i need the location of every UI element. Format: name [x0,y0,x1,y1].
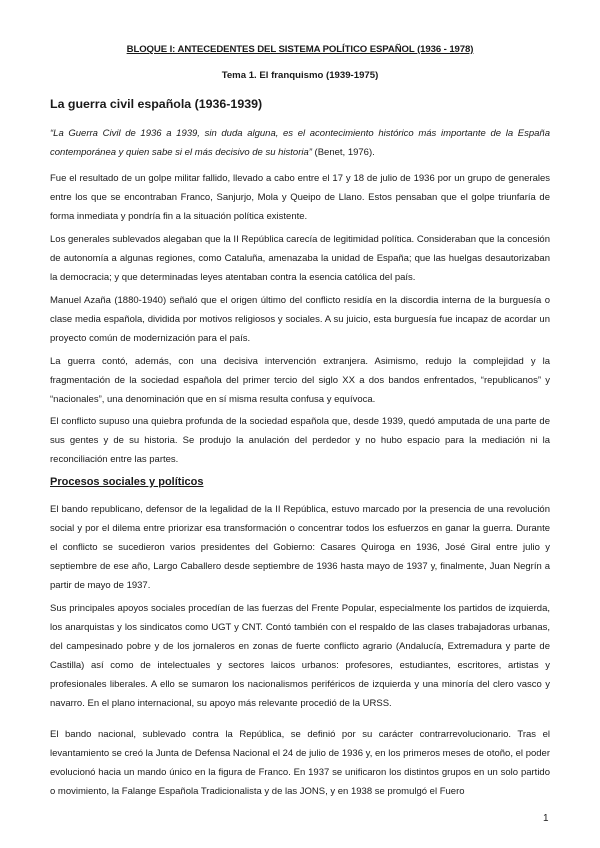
paragraph: Sus principales apoyos sociales procedían de las fuerzas del Frente Popular, especialmente los partidos de izquierda, los anarquistas y los sindicatos como UGT y CNT. Contó también con el respaldo de las clases trabajadoras urbanas, del campesinado pobre y de los jornaleros en zonas de fuerte conflicto agrario (Andalucía, Extremadura y parte de Castilla) así como de intelectuales y sectores laicos urbanos: profesores, estudiantes, escritores, artistas y profesionales liberales. A ello se sumaron los nacionalismos periféricos de izquierda y una minoría del clero vasco y navarro. En el plano internacional, su apoyo más relevante procedió de la URSS. [50,603,550,709]
paragraph: El conflicto supuso una quiebra profunda de la sociedad española que, desde 1939, quedó amputada de una parte de sus gentes y de su historia. Se produjo la anulación del perdedor y no hubo espacio para la mediación ni la reconciliación entre las partes. [50,416,550,465]
paragraph: Los generales sublevados alegaban que la II República carecía de legitimidad política. Consideraban que la concesión de autonomía a algunas regiones, como Cataluña, amenazaba la unidad de España; que las huelgas desautorizaban la democracia; y que determinadas leyes atentaban contra la esencia católica del país. [50,234,550,283]
paragraph: Manuel Azaña (1880-1940) señaló que el origen último del conflicto residía en la discordia interna de la burguesía o clase media española, dividida por motivos religiosos y sociales. A su juicio, esta burguesía fue incapaz de acordar un proyecto común de modernización para el país. [50,295,550,344]
quote-text: “La Guerra Civil de 1936 a 1939, sin duda alguna, es el acontecimiento histórico más importante de la España contemporánea y quien sabe si el más decisivo de su historia” [50,128,550,158]
paragraph: El bando nacional, sublevado contra la República, se definió por su carácter contrarrevolucionario. Tras el levantamiento se creó la Junta de Defensa Nacional el 24 de julio de 1936 y, en los primeros meses de otoño, el poder evolucionó hacia un mando único en la figura de Franco. En 1937 se unificaron los distintos grupos en un solo partido o movimiento, la Falange Española Tradicionalista y de las JONS, y en 1938 se promulgó el Fuero [50,729,550,797]
tema-title: Tema 1. El franquismo (1939-1975) [221,70,379,81]
quote-paragraph [50,124,550,162]
page-number: 1 [543,813,549,824]
paragraph: Fue el resultado de un golpe militar fallido, llevado a cabo entre el 17 y 18 de julio de 1936 por un grupo de generales entre los que se encontraban Franco, Sanjurjo, Mola y Queipo de Llano. Estos pensaban que el golpe triunfaría de forma inmediata y pondría fin a la situación política existente. [50,173,550,222]
paragraph: La guerra contó, además, con una decisiva intervención extranjera. Asimismo, redujo la complejidad y la fragmentación de la sociedad española del primer tercio del siglo XX a dos bandos enfrentados, “republicanos” y “nacionales”, una denominación que en sí misma resulta confusa y equívoca. [50,356,550,405]
subsection-heading: Procesos sociales y políticos [50,476,204,488]
block-title: BLOQUE I: ANTECEDENTES DEL SISTEMA POLÍTICO ESPAÑOL (1936 - 1978) [126,44,474,55]
paragraph: El bando republicano, defensor de la legalidad de la II República, estuvo marcado por la presencia de una revolución social y por el dilema entre priorizar esa transformación o concentrar todos los esfuerzos en ganar la guerra. Durante el conflicto se sucedieron varios presidentes del Gobierno: Casares Quiroga en 1936, José Giral entre julio y septiembre de ese año, Largo Caballero desde septiembre de 1936 hasta mayo de 1937 y, finalmente, Juan Negrín a partir de mayo de 1937. [50,504,550,591]
section-heading: La guerra civil española (1936-1939) [50,97,263,111]
quote-citation: (Benet, 1976). [311,147,375,158]
